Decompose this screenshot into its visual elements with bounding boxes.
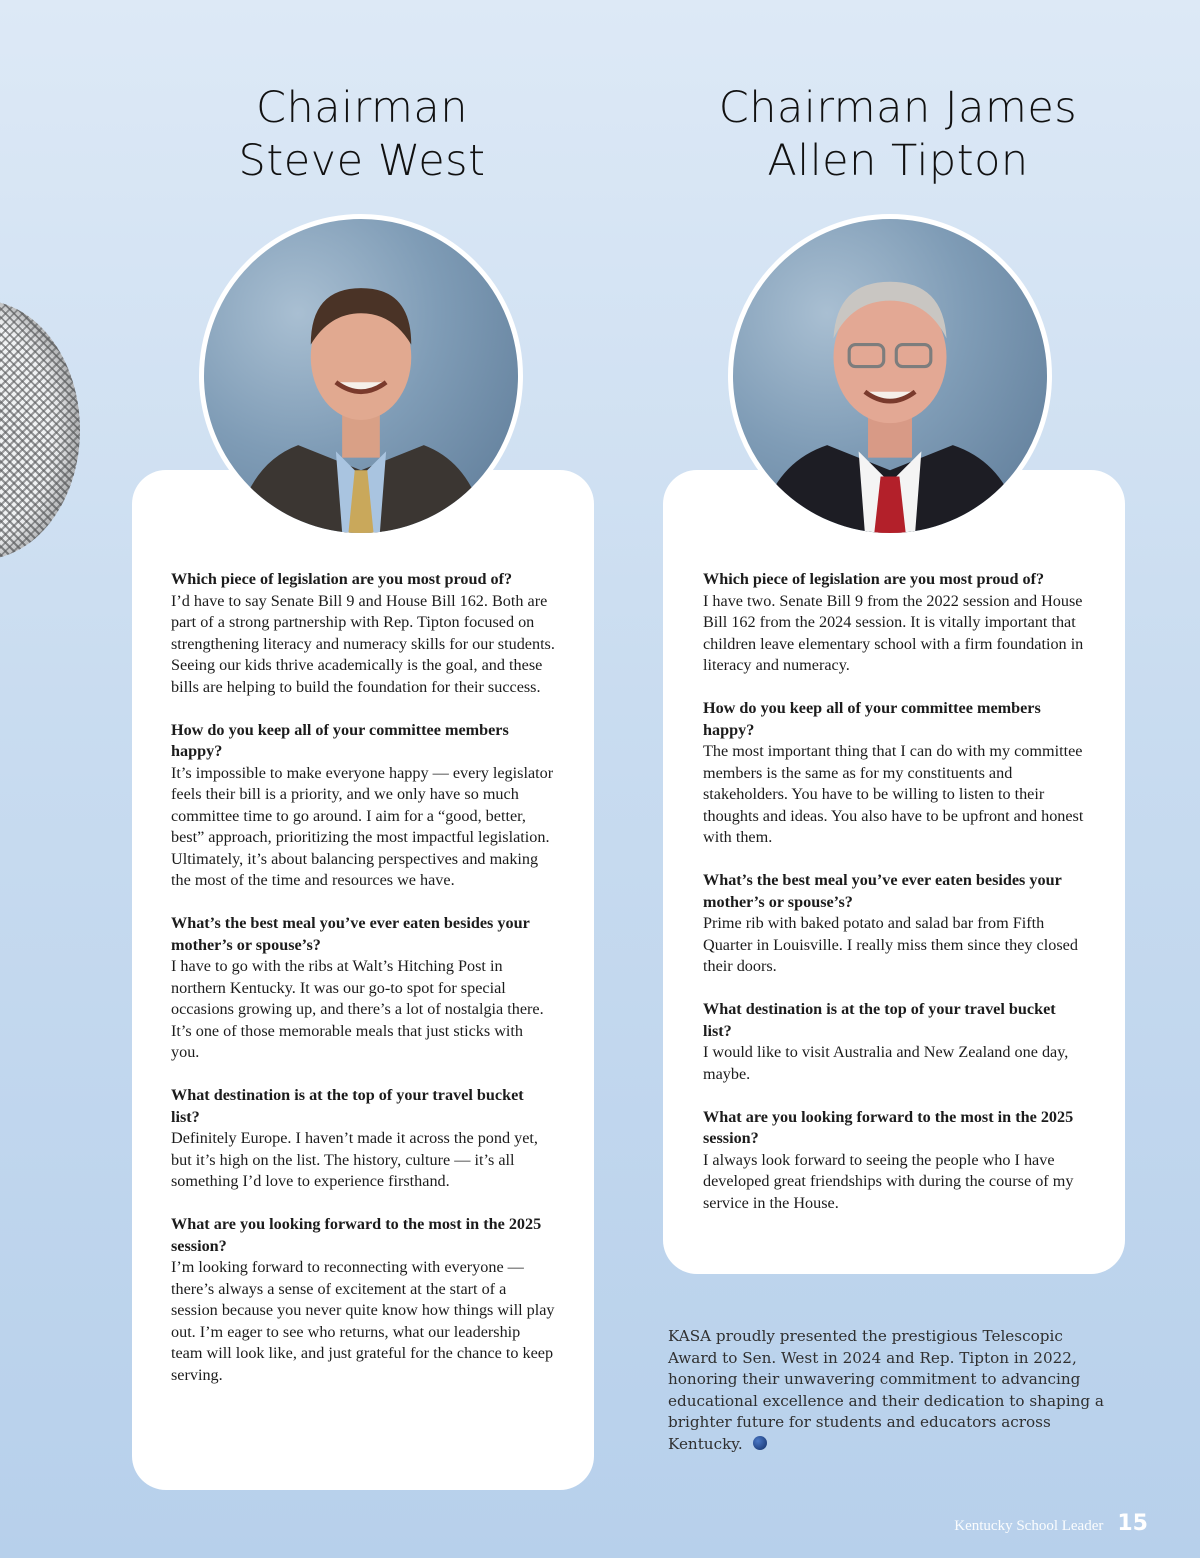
answer-text: Definitely Europe. I haven’t made it across the pond yet, but it’s high on the list. The history, culture — it’s all something I’d love to experience firsthand. [171,1129,538,1190]
left-portrait-photo [199,214,523,538]
left-name-line2: Steve West [238,136,486,186]
closing-paragraph [668,1326,1108,1456]
microphone-graphic [0,300,80,560]
left-name-line1: Chairman [256,83,468,133]
answer-text: Prime rib with baked potato and salad bar from Fifth Quarter in Louisville. I really miss them since they closed their doors. [703,914,1078,975]
publication-name: Kentucky School Leader [954,1518,1104,1534]
question-text: How do you keep all of your committee members happy? [171,720,509,760]
left-qa-section [171,569,555,1408]
answer-text: It’s impossible to make everyone happy — every legislator feels their bill is a priority, and we only have so much committee time to go around. I aim for a “good, better, best” approach, prioritizing the most impactful legislation. Ultimately, it’s about balancing perspectives and making the most of the time and resources we have. [171,763,554,889]
page-number: 15 [1117,1511,1148,1536]
qa-item [703,698,1087,849]
question-text: What are you looking forward to the most in the 2025 session? [171,1215,542,1255]
question-text: How do you keep all of your committee members happy? [703,699,1041,739]
answer-text: I have two. Senate Bill 9 from the 2022 session and House Bill 162 from the 2024 session. It is vitally important that children leave elementary school with a firm foundation in literacy and numeracy. [703,591,1084,674]
right-chairman-name [668,82,1128,188]
left-chairman-name [200,82,524,188]
question-text: What are you looking forward to the most in the 2025 session? [703,1107,1074,1147]
qa-item [703,999,1087,1085]
qa-item [703,870,1087,978]
basketball-end-icon [753,1436,767,1450]
question-text: What destination is at the top of your travel bucket list? [171,1086,524,1126]
qa-item [171,913,555,1064]
qa-item [703,1107,1087,1215]
right-portrait-photo [728,214,1052,538]
question-text: What’s the best meal you’ve ever eaten besides your mother’s or spouse’s? [171,914,530,954]
answer-text: I have to go with the ribs at Walt’s Hitching Post in northern Kentucky. It was our go-to spot for special occasions growing up, and there’s a lot of nostalgia there. It’s one of those memorable meals that just sticks with you. [171,957,544,1061]
answer-text: The most important thing that I can do with my committee members is the same as for my constituents and stakeholders. You have to be willing to listen to their thoughts and ideas. You also have to be upfront and honest with them. [703,742,1084,846]
right-name-line2: Allen Tipton [767,136,1029,186]
question-text: What destination is at the top of your travel bucket list? [703,1000,1056,1040]
qa-item [171,569,555,698]
answer-text: I would like to visit Australia and New Zealand one day, maybe. [703,1043,1069,1083]
answer-text: I always look forward to seeing the people who I have developed great friendships with during the course of my service in the House. [703,1150,1074,1212]
question-text: Which piece of legislation are you most proud of? [703,570,1045,588]
answer-text: I’d have to say Senate Bill 9 and House Bill 162. Both are part of a strong partnership with Rep. Tipton focused on strengthening literacy and numeracy skills for our students. Seeing our kids thrive academically is the goal, and these bills are helping to build the foundation for their success. [171,591,555,696]
qa-item [171,1085,555,1193]
right-name-line1: Chairman James [718,83,1078,133]
page-footer [954,1511,1148,1536]
qa-item [171,720,555,892]
answer-text: I’m looking forward to reconnecting with everyone — there’s always a sense of excitement at the start of a session because you never quite know how things will play out. I’m eager to see who returns, what our leadership team will look like, and just grateful for the chance to keep serving. [171,1258,555,1384]
question-text: What’s the best meal you’ve ever eaten besides your mother’s or spouse’s? [703,871,1062,911]
qa-item [703,569,1087,677]
question-text: Which piece of legislation are you most proud of? [171,570,513,588]
closing-text: KASA proudly presented the prestigious Telescopic Award to Sen. West in 2024 and Rep. Tipton in 2022, honoring their unwavering commitment to advancing educational excellence and their dedication to shaping a brighter future for students and educators across Kentucky. [668,1327,1104,1453]
qa-item [171,1214,555,1386]
right-qa-section [703,569,1087,1236]
